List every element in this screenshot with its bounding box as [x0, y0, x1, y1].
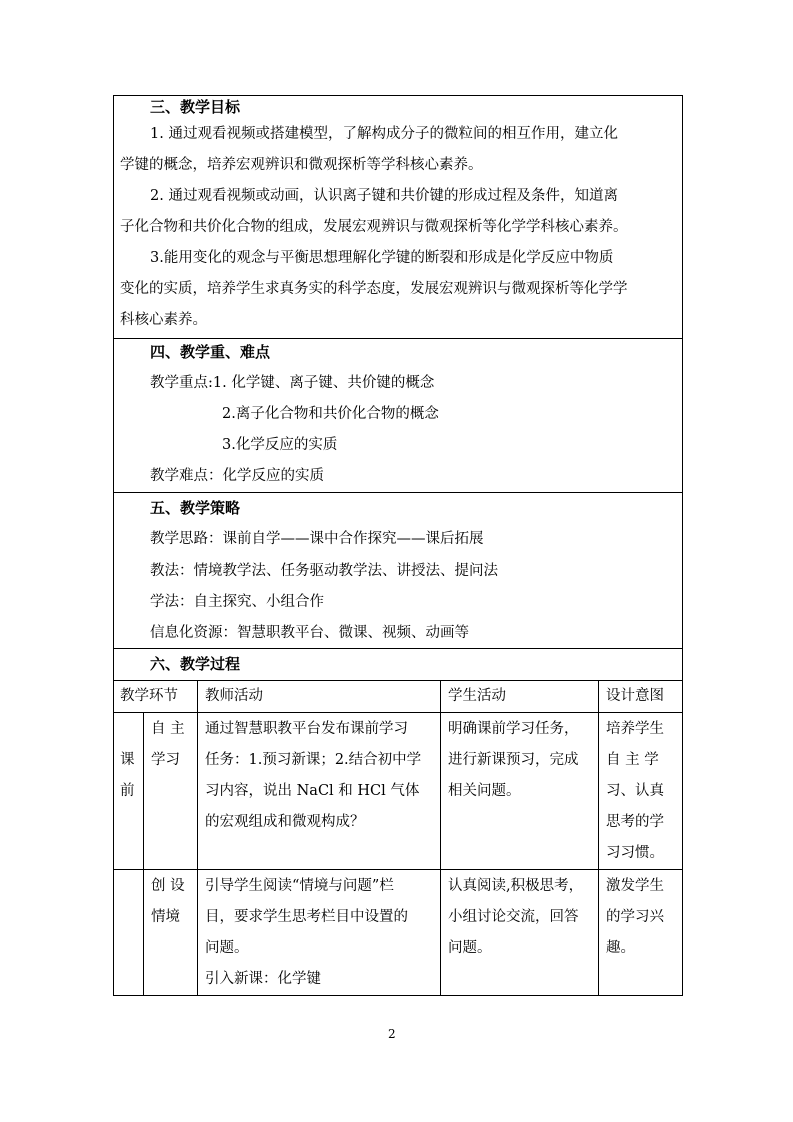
sub-stage-label: 自 主	[151, 721, 185, 737]
teacher-activity-line: 目，要求学生思考栏目中设置的	[205, 909, 408, 925]
design-intent-line: 趣。	[606, 940, 635, 956]
column-divider	[143, 712, 144, 996]
design-intent-line: 的学习兴	[606, 909, 664, 925]
design-intent-line: 培养学生	[606, 721, 664, 737]
page-number: 2	[388, 1027, 396, 1041]
key-point-line: 教学重点:1. 化学键、离子键、共价键的概念	[150, 375, 435, 391]
student-activity-line: 明确课前学习任务，	[448, 721, 579, 737]
teacher-activity-line: 通过智慧职教平台发布课前学习	[205, 721, 408, 737]
column-divider	[598, 680, 599, 996]
sub-stage-label: 学习	[151, 752, 180, 768]
objectives-line: 2. 通过观看视频或动画，认识离子键和共价键的形成过程及条件，知道离	[150, 188, 618, 204]
sub-stage-label: 情境	[151, 909, 180, 925]
objectives-line: 子化合物和共价化合物的组成，发展宏观辨识与微观探析等化学学科核心素养。	[120, 219, 628, 235]
column-divider	[440, 680, 441, 996]
divider	[113, 492, 683, 493]
design-intent-line: 习习惯。	[606, 845, 664, 861]
strategy-line: 学法：自主探究、小组合作	[150, 594, 324, 610]
design-intent-line: 自 主 学	[606, 752, 659, 768]
student-activity-line: 认真阅读,积极思考，	[448, 878, 584, 894]
column-header-teacher: 教师活动	[205, 688, 263, 704]
section-title-objectives: 三、教学目标	[150, 98, 241, 116]
key-point-line: 3.化学反应的实质	[222, 437, 338, 453]
strategy-line: 教学思路：课前自学——课中合作探究——课后拓展	[150, 531, 484, 547]
objectives-line: 科核心素养。	[120, 312, 207, 328]
teacher-activity-line: 的宏观组成和微观构成？	[205, 814, 365, 830]
student-activity-line: 问题。	[448, 940, 492, 956]
teacher-activity-line: 引导学生阅读“情境与问题”栏	[205, 878, 394, 894]
design-intent-line: 激发学生	[606, 878, 664, 894]
teacher-activity-line: 任务：1.预习新课；2.结合初中学	[205, 752, 422, 768]
teacher-activity-line: 引入新课：化学键	[205, 971, 321, 987]
objectives-line: 1. 通过观看视频或搭建模型，了解构成分子的微粒间的相互作用，建立化	[150, 126, 618, 142]
design-intent-line: 思考的学	[606, 814, 664, 830]
student-activity-line: 相关问题。	[448, 783, 521, 799]
column-header-intent: 设计意图	[606, 688, 664, 704]
teacher-activity-line: 习内容，说出 NaCl 和 HCl 气体	[205, 783, 420, 799]
divider	[113, 648, 683, 649]
student-activity-line: 进行新课预习，完成	[448, 752, 579, 768]
teacher-activity-line: 问题。	[205, 940, 249, 956]
strategy-line: 信息化资源：智慧职教平台、微课、视频、动画等	[150, 625, 469, 641]
divider	[113, 338, 683, 339]
column-header-stage: 教学环节	[120, 688, 178, 704]
section-title-strategy: 五、教学策略	[150, 499, 241, 517]
strategy-line: 教法：情境教学法、任务驱动教学法、讲授法、提问法	[150, 563, 498, 579]
section-title-process: 六、教学过程	[150, 655, 241, 673]
objectives-line: 变化的实质，培养学生求真务实的科学态度，发展宏观辨识与微观探析等化学学	[120, 281, 628, 297]
stage-label: 课	[120, 752, 135, 768]
column-header-student: 学生活动	[448, 688, 506, 704]
sub-stage-label: 创 设	[151, 878, 185, 894]
stage-label: 前	[120, 783, 135, 799]
key-point-line: 2.离子化合物和共价化合物的概念	[222, 406, 439, 422]
section-title-key-points: 四、教学重、难点	[150, 343, 271, 361]
student-activity-line: 小组讨论交流，回答	[448, 909, 579, 925]
objectives-line: 3.能用变化的观念与平衡思想理解化学键的断裂和形成是化学反应中物质	[150, 250, 614, 266]
design-intent-line: 习、认真	[606, 783, 664, 799]
difficulty-line: 教学难点：化学反应的实质	[150, 468, 324, 484]
column-divider	[197, 680, 198, 996]
objectives-line: 学键的概念，培养宏观辨识和微观探析等学科核心素养。	[120, 157, 483, 173]
